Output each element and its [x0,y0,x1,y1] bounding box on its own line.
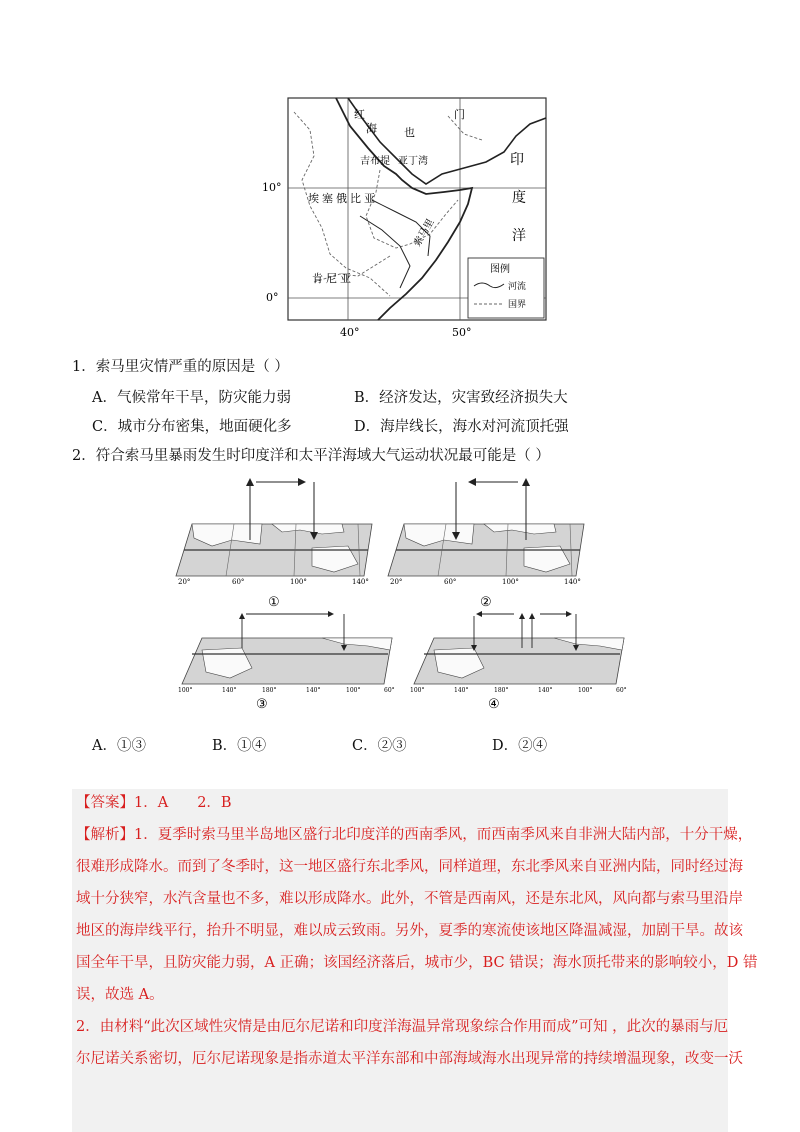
analysis-line-6: 误，故选 A。 [76,987,164,1003]
d1-tick-60: 60° [232,578,245,586]
d4-label: ④ [488,697,500,712]
d2-tick-140: 140° [564,578,581,586]
upper-flow-arrowhead [298,478,306,486]
d1-tick-140: 140° [352,578,369,586]
somalia-map [250,96,570,346]
q2-option-d[interactable]: D．②④ [492,738,548,754]
label-somalia: 索马里 [412,217,437,249]
legend-title: 图例 [490,264,510,275]
d3-tick-3: 180° [262,687,277,694]
circulation-diagram-2 [384,474,590,614]
upper-flow-right-arrowhead [566,611,572,617]
q1-option-d[interactable]: D．海岸线长，海水对河流顶托强 [354,419,569,435]
lat-10-label: 10° [262,181,282,194]
updraft-arrowhead [239,613,245,619]
d2-tick-20: 20° [390,578,403,586]
d1-label: ① [268,595,280,610]
label-du: 度 [512,190,526,206]
d4-tick-2: 140° [454,687,469,694]
label-men: 门 [454,108,465,121]
updraft-arrowhead-2 [529,613,535,619]
q2-option-a[interactable]: A．①③ [92,738,146,754]
q2-option-b[interactable]: B．①④ [212,738,267,754]
d4-tick-1: 100° [410,687,425,694]
q1-option-c[interactable]: C．城市分布密集，地面硬化多 [92,419,292,435]
d4-tick-3: 180° [494,687,509,694]
label-ethiopia: 埃塞俄比亚 [308,192,378,205]
circulation-diagram-4 [404,608,634,712]
analysis-line-5: 国全年干旱，且防灾能力弱，A 正确；该国经济落后，城市少，BC 错误；海水顶托带来的影响较小，D 错 [76,955,758,971]
label-kenya: 肯尼亚 [312,272,354,285]
d2-tick-100: 100° [502,578,519,586]
d3-tick-1: 100° [178,687,193,694]
d3-tick-4: 140° [306,687,321,694]
label-hong: 红 [354,108,365,121]
d2-tick-60: 60° [444,578,457,586]
question-1-stem: 1．索马里灾情严重的原因是（ ） [72,359,289,375]
d4-tick-5: 100° [578,687,593,694]
d4-tick-6: 60° [616,687,627,694]
updraft-arrowhead [246,478,254,486]
circulation-diagram-3 [172,608,402,712]
analysis-line-8: 尔尼诺关系密切，厄尔尼诺现象是指赤道太平洋东部和中部海域海水出现异常的持续增温现象，改变一沃 [76,1051,743,1067]
lon-40-label: 40° [340,326,360,339]
label-hai: 海 [366,122,377,135]
q2-option-c[interactable]: C．②③ [352,738,407,754]
label-ye: 也 [404,126,415,139]
lat-0-label: 0° [266,291,279,304]
question-2-stem: 2．符合索马里暴雨发生时印度洋和太平洋海域大气运动状况最可能是（ ） [72,448,550,464]
d4-tick-4: 140° [538,687,553,694]
d3-tick-2: 140° [222,687,237,694]
q1-option-a[interactable]: A．气候常年干旱，防灾能力弱 [92,390,291,406]
analysis-line-2: 很难形成降水。而到了冬季时，这一地区盛行东北季风，同样道理，东北季风来自亚洲内陆，同时经过海 [76,859,743,875]
analysis-line-7: 2．由材料“此次区域性灾情是由厄尔尼诺和印度洋海温异常现象综合作用而成”可知 ，此次的暴雨与厄 [76,1019,729,1035]
label-yin: 印 [510,152,524,168]
updraft-arrowhead-1 [519,613,525,619]
updraft-arrowhead [522,478,530,486]
circulation-diagram-1 [172,474,378,614]
analysis-line-1: 【解析】1．夏季时索马里半岛地区盛行北印度洋的西南季风，而西南季风来自非洲大陆内部，十分干燥， [76,827,753,843]
d3-tick-5: 100° [346,687,361,694]
label-yang: 洋 [512,228,526,244]
d3-label: ③ [256,697,268,712]
analysis-line-4: 地区的海岸线平行，抬升不明显，难以成云致雨。另外，夏季的寒流使该地区降温减湿，加剧干旱。故该 [76,923,743,939]
lon-50-label: 50° [452,326,472,339]
legend-border: 国界 [508,300,527,310]
d3-tick-6: 60° [384,687,395,694]
label-yaden: 亚丁湾 [398,156,428,167]
d1-tick-100: 100° [290,578,307,586]
d2-label: ② [480,595,492,610]
upper-flow-arrowhead [468,478,476,486]
q1-option-b[interactable]: B．经济发达，灾害致经济损失大 [354,390,568,406]
legend-river: 河流 [508,282,527,292]
d1-tick-20: 20° [178,578,191,586]
upper-flow-left-arrowhead [476,611,482,617]
label-jibuti: 吉布提 [360,156,390,167]
upper-flow-arrowhead [328,611,334,617]
answer-key: 【答案】1．A 2．B [76,795,232,811]
analysis-line-3: 域十分狭窄，水汽含量也不多，难以形成降水。此外，不管是西南风，还是东北风，风向都与索马里沿岸 [76,891,743,907]
